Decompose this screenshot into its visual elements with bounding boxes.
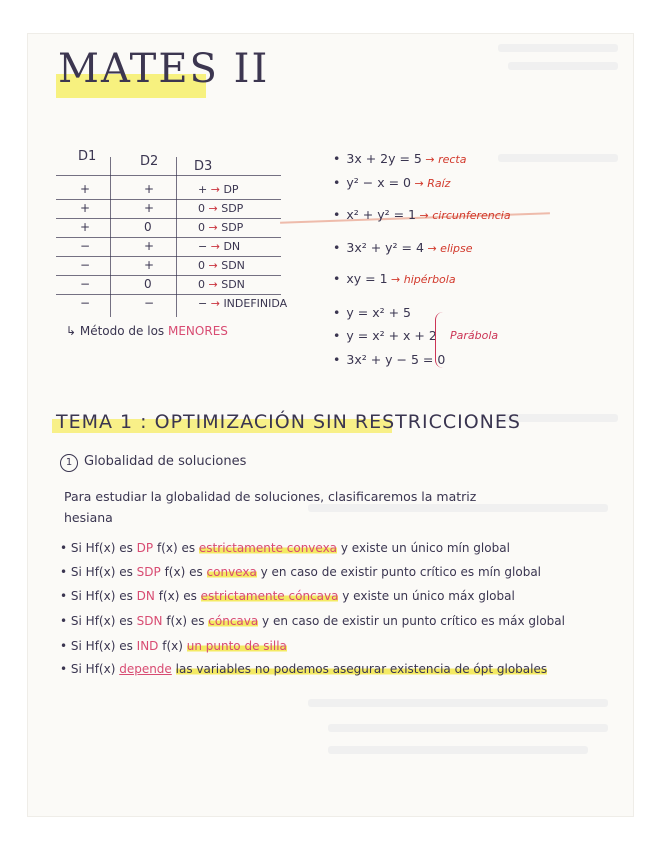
- bullet-icon: •: [60, 639, 71, 653]
- table-cell: 0: [198, 221, 209, 234]
- curve-label: circunferencia: [432, 209, 511, 222]
- method-prefix: ↳ Método de los: [66, 324, 165, 338]
- equation-item: [333, 271, 456, 286]
- table-cell: −: [198, 297, 211, 310]
- table-cell: +: [80, 220, 91, 234]
- table-divider: [56, 256, 281, 257]
- parabola-label: Parábola: [450, 329, 499, 342]
- section-number: 1: [60, 454, 78, 472]
- equation-expr: 3x² + y − 5 = 0: [346, 352, 446, 367]
- bullet-icon: •: [333, 352, 341, 367]
- table-result: [198, 240, 240, 253]
- criteria-item: [60, 565, 541, 579]
- equation-item: [333, 207, 511, 222]
- page-title: MATES II: [58, 46, 270, 92]
- method-word: MENORES: [168, 324, 228, 338]
- equation-item: [333, 240, 473, 255]
- section-title: Globalidad de soluciones: [84, 454, 247, 469]
- bullet-icon: •: [60, 565, 71, 579]
- equation-expr: x² + y² = 1: [346, 207, 416, 222]
- criteria-mid: f(x): [158, 639, 187, 653]
- result-label: SDP: [221, 221, 244, 234]
- arrow-icon: →: [208, 221, 222, 234]
- criteria-conclusion: estrictamente cóncava: [200, 589, 339, 603]
- table-cell: +: [80, 201, 91, 215]
- arrow-icon: →: [208, 278, 222, 291]
- arrow-icon: →: [423, 242, 441, 255]
- curve-label: elipse: [440, 242, 473, 255]
- arrow-icon: →: [421, 153, 439, 166]
- criteria-mid: f(x) es: [153, 541, 199, 555]
- criteria-pre: Si Hf(x): [70, 662, 120, 676]
- table-cell: +: [144, 258, 155, 272]
- bullet-icon: •: [333, 271, 341, 286]
- bullet-icon: •: [333, 328, 341, 343]
- criteria-item: [60, 541, 510, 555]
- table-result: [198, 183, 239, 196]
- arrow-icon: →: [210, 297, 224, 310]
- criteria-mid: f(x) es: [154, 589, 201, 603]
- table-cell: −: [144, 296, 155, 310]
- result-label: INDEFINIDA: [223, 297, 288, 310]
- intro-line-1: Para estudiar la globalidad de soluciones, clasificaremos la matriz: [64, 489, 477, 504]
- criteria-conclusion: convexa: [206, 565, 257, 579]
- brace-icon: [435, 312, 444, 368]
- equation-expr: y = x² + x + 2: [346, 328, 437, 343]
- bullet-icon: •: [333, 305, 341, 320]
- bullet-icon: •: [333, 240, 341, 255]
- criteria-conclusion: un punto de silla: [186, 639, 287, 653]
- intro-line-2: hesiana: [64, 510, 113, 525]
- equation-item: [333, 151, 467, 166]
- result-label: SDN: [221, 278, 245, 291]
- equation-item: [333, 328, 437, 343]
- table-divider: [56, 199, 281, 200]
- table-result: [198, 221, 243, 234]
- curve-label: Raíz: [427, 177, 451, 190]
- table-divider: [56, 237, 281, 238]
- equation-item: [333, 352, 445, 367]
- curve-label: recta: [438, 153, 467, 166]
- header-d2: D2: [140, 154, 159, 169]
- bullet-icon: •: [60, 662, 71, 676]
- bullet-icon: •: [333, 207, 341, 222]
- criteria-post: y en caso de existir un punto crítico es máx global: [258, 614, 565, 628]
- criteria-mid: f(x) es: [160, 565, 207, 579]
- table-cell: 0: [198, 278, 209, 291]
- matrix-type: SDP: [136, 565, 161, 579]
- table-cell: −: [80, 296, 91, 310]
- result-label: DN: [223, 240, 241, 253]
- table-cell: 0: [144, 277, 152, 291]
- criteria-post: y en caso de existir punto crítico es mín global: [256, 565, 542, 579]
- table-cell: −: [80, 239, 91, 253]
- table-cell: +: [144, 239, 155, 253]
- result-label: DP: [223, 183, 239, 196]
- table-divider: [56, 175, 281, 176]
- arrow-icon: →: [210, 183, 224, 196]
- criteria-item: [60, 614, 565, 628]
- arrow-icon: →: [208, 202, 222, 215]
- arrow-icon: →: [387, 273, 404, 286]
- result-label: SDP: [221, 202, 244, 215]
- matrix-type: SDN: [136, 614, 163, 628]
- table-result: [198, 259, 245, 272]
- criteria-post: las variables no podemos asegurar existencia de ópt globales: [175, 662, 548, 676]
- table-cell: −: [80, 258, 91, 272]
- criteria-item: [60, 589, 515, 603]
- header-d3: D3: [194, 159, 213, 174]
- criteria-pre: Si Hf(x) es: [70, 589, 137, 603]
- equation-expr: 3x + 2y = 5: [346, 151, 422, 166]
- curve-label: hipérbola: [403, 273, 456, 286]
- result-label: SDN: [221, 259, 245, 272]
- table-result: [198, 202, 243, 215]
- equation-item: [333, 175, 450, 190]
- table-result: [198, 278, 245, 291]
- tema-heading: TEMA 1 : OPTIMIZACIÓN SIN RESTRICCIONES: [56, 411, 521, 433]
- arrow-icon: →: [210, 240, 224, 253]
- criteria-pre: Si Hf(x) es: [70, 614, 137, 628]
- table-divider: [56, 294, 281, 295]
- notebook-page: [28, 34, 633, 816]
- table-cell: 0: [198, 259, 209, 272]
- equation-expr: 3x² + y² = 4: [346, 240, 424, 255]
- sign-table: [48, 149, 288, 319]
- equation-item: [333, 305, 411, 320]
- method-note: [66, 324, 228, 338]
- matrix-type: IND: [136, 639, 159, 653]
- criteria-conclusion: cóncava: [208, 614, 259, 628]
- table-cell: −: [80, 277, 91, 291]
- table-cell: +: [198, 183, 211, 196]
- table-cell: −: [198, 240, 211, 253]
- table-result: [198, 297, 287, 310]
- bullet-icon: •: [333, 151, 341, 166]
- equation-expr: xy = 1: [346, 271, 388, 286]
- criteria-item: [60, 639, 287, 653]
- criteria-post: y existe un único máx global: [338, 589, 515, 603]
- header-d1: D1: [78, 149, 97, 164]
- arrow-icon: →: [410, 177, 428, 190]
- criteria-post: y existe un único mín global: [337, 541, 510, 555]
- equation-expr: y² − x = 0: [346, 175, 411, 190]
- bullet-icon: •: [60, 614, 71, 628]
- matrix-type: DP: [136, 541, 154, 555]
- bullet-icon: •: [60, 541, 71, 555]
- matrix-type: depende: [119, 662, 172, 676]
- arrow-icon: →: [208, 259, 222, 272]
- criteria-conclusion: estrictamente convexa: [198, 541, 338, 555]
- table-cell: 0: [198, 202, 209, 215]
- criteria-pre: Si Hf(x) es: [70, 541, 137, 555]
- table-divider: [56, 218, 281, 219]
- bullet-icon: •: [60, 589, 71, 603]
- criteria-pre: Si Hf(x) es: [70, 639, 137, 653]
- table-cell: +: [80, 182, 91, 196]
- section-heading: [60, 454, 246, 472]
- criteria-mid: f(x) es: [162, 614, 209, 628]
- table-cell: +: [144, 182, 155, 196]
- criteria-item: [60, 662, 547, 676]
- equation-expr: y = x² + 5: [346, 305, 411, 320]
- table-cell: 0: [144, 220, 152, 234]
- criteria-pre: Si Hf(x) es: [70, 565, 137, 579]
- arrow-icon: →: [416, 209, 433, 222]
- bullet-icon: •: [333, 175, 341, 190]
- table-divider: [56, 275, 281, 276]
- matrix-type: DN: [136, 589, 155, 603]
- table-cell: +: [144, 201, 155, 215]
